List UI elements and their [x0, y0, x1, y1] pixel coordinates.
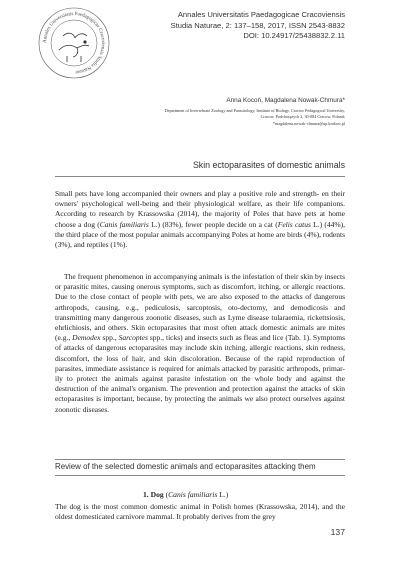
affiliation-line: Department of Invertebrate Zoology and Parasitology, Institute of Biology, Cracow Pedagogical University, [164, 108, 345, 113]
text-segment: The frequent phenomenon in accompanying animals is the infestation of their skin by insects or parasitic mites, causing onerous symptoms, such as discomfort, itching, or allergic reactions. Due to the close contact of people with pets, we are also exposed to the attacks of dangerous arthropods, causing, e.g., pediculosis, sarcoptosis, oto-dectomy, and demodicosis and transmitting many dangerous zoonotic diseases, such as Lyme disease tularaemia, rickettsiosis, ehrlichiosis, and others. Skin ectoparasites that most often attack domestic animals are mites (e.g., [55, 272, 345, 343]
latin-name: Canis familiaris [168, 490, 218, 499]
paragraph-text: The dog is the most common domestic animal in Polish homes (Krassowska, 2014), and the oldest domesticated carnivore mammal. It probably derives from the grey [55, 502, 345, 522]
text-line: Poles at home are birds (4%), rodents (3%), and reptiles (1%). [55, 229, 346, 250]
text-segment: spp., ticks) and insects such as fleas and lice (Tab. 1). Symptoms of attacks of dangerous ectoparasites may include skin itching, allergic reactions, skin redness, discomfort, the loss of hair, and skin discoloration. Because of the rapid reproduction of parasites, immediate assistance is required for animals attacked by parasitic arthropods, primar-ily to protect the animals against parasite infestation on the whole body and against the destruction of the animal's organism. The prevention and protection against the attacks of skin ectoparasites is important, because, by protecting the animals we also protect ourselves against zoonotic diseases. [55, 333, 346, 414]
section-rule-top [55, 459, 345, 460]
section-rule-bottom [55, 475, 345, 476]
page-number: 137 [330, 527, 345, 537]
paragraph-ectoparasites [55, 272, 345, 415]
paragraph-text [55, 189, 345, 250]
journal-volume: Studia Naturae, 2: 137–158, 2017, ISSN 2543-8832 [170, 20, 345, 30]
paragraph-text [55, 272, 345, 415]
article-title: Skin ectoparasites of domestic animals [192, 160, 345, 170]
text-line: Small pets have long accompanied their owners and play a positive role and strength- [55, 189, 320, 198]
journal-header [105, 10, 345, 42]
latin-name: Felis catus [277, 219, 311, 229]
affiliation [45, 108, 345, 127]
text-segment: spp., [100, 333, 119, 343]
section-heading: Review of the selected domestic animals and ectoparasites attacking them [55, 462, 316, 471]
text-line: L.) (44%), the third place of the most popular animals accompanying [55, 219, 346, 239]
paragraph-intro [55, 189, 345, 250]
text-line: a cat ( [258, 219, 278, 229]
latin-name: Sarcoptes [118, 333, 148, 343]
affiliation-line: Cracow, Podchorążych 2, 30-084 Cracow, Poland; [260, 114, 345, 120]
journal-name: Annales Universitatis Paedagogicae Cracoviensis [177, 10, 345, 19]
corresponding-email: *magdalena.nowak-chmura@up.krakow.pl [272, 120, 345, 126]
latin-name: Canis familiaris [99, 219, 149, 229]
title-rule [55, 176, 345, 177]
subsection-number: 1. Dog [143, 490, 164, 499]
text-line: en their owners' psychological well-being and their physiological welfare, as their life [55, 189, 346, 209]
text-line: have pets at home choose a dog ( [55, 209, 345, 229]
paragraph-dog [55, 502, 345, 522]
text-line: L.) (83%), fewer people decide on [148, 219, 257, 229]
text-segment: L.) [217, 490, 229, 499]
journal-doi: DOI: 10.24917/25438832.2.11 [243, 31, 345, 41]
university-seal-logo [37, 6, 111, 80]
text-line: companions. According to research by Krassowska (2014), the majority of Poles that [55, 199, 346, 219]
authors: Anna Kocoń, Magdalena Nowak-Chmura* [226, 97, 345, 104]
subsection-heading [143, 490, 228, 499]
latin-name: Demodex [72, 333, 101, 343]
bird-and-plant-icon [59, 33, 89, 62]
seal-ring-text: Annales Universitatis Paedagogicae Cracoviensis Studia Naturae [42, 11, 106, 74]
svg-text:Annales Universitatis Paedagog [43, 12, 105, 74]
text-segment: ( [163, 490, 169, 499]
